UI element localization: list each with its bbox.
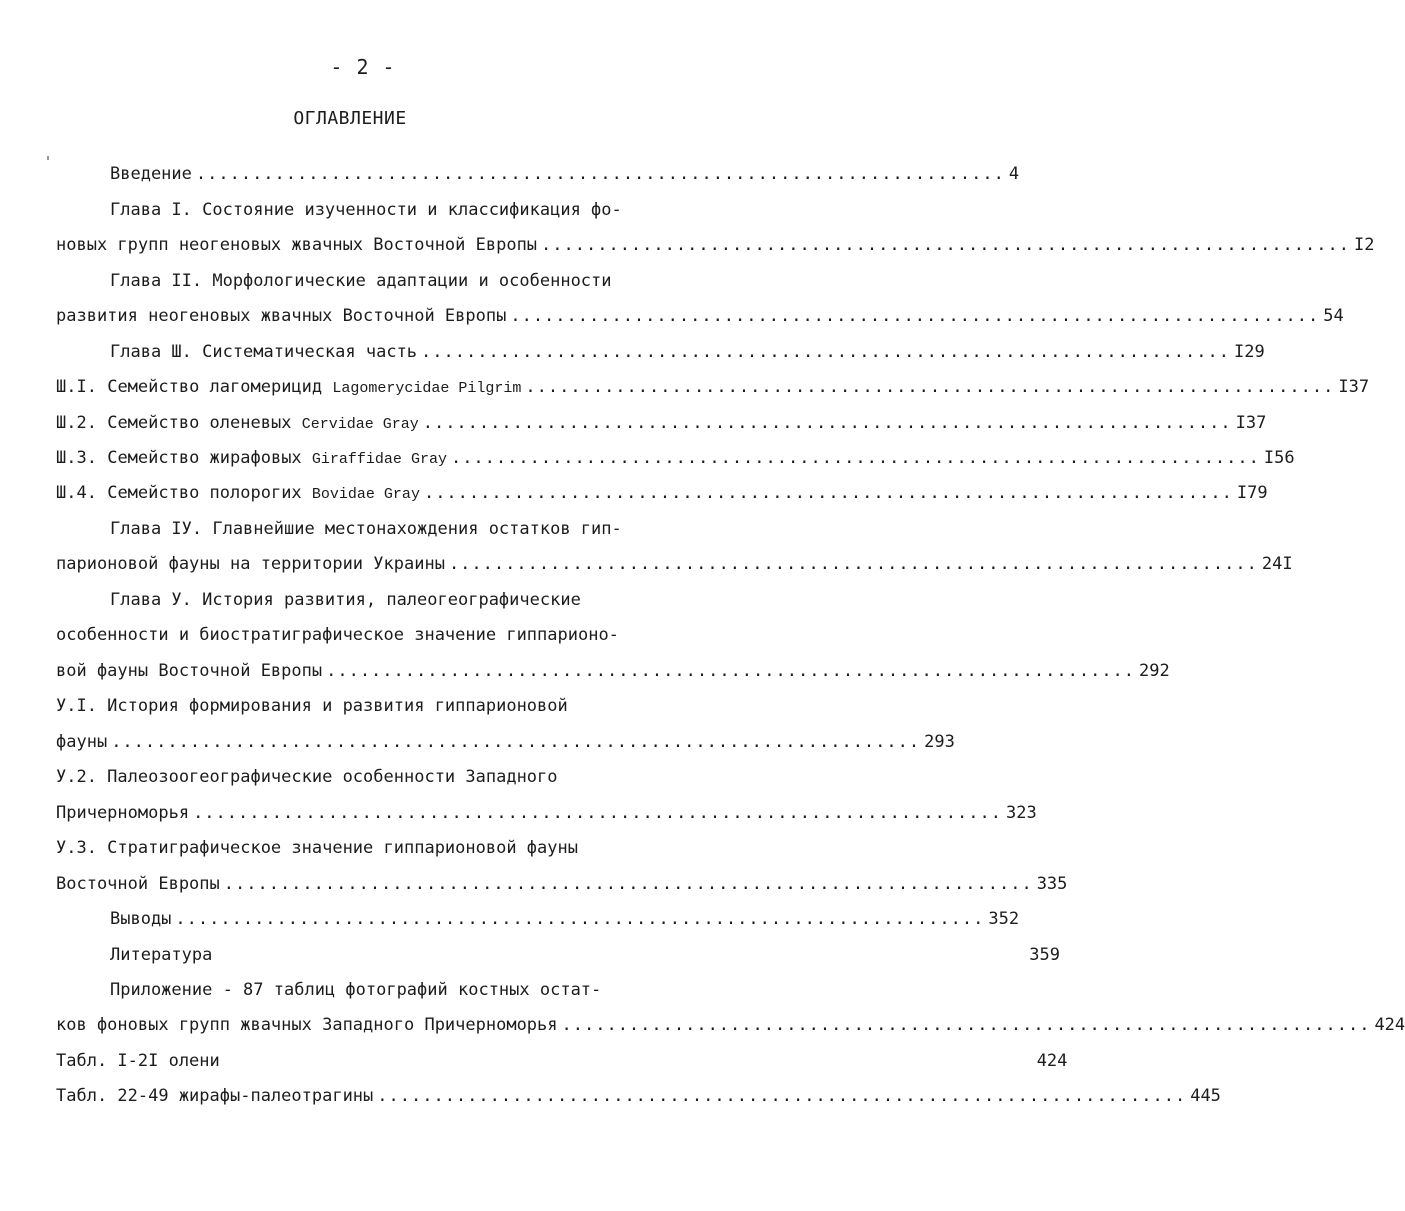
leader-dots: ........................................................................ [525, 377, 1335, 397]
leader-dots: ........................................................................ [175, 909, 985, 929]
section-title: Семейство лагомерицид [107, 377, 323, 397]
toc-entry-section-5-1-cont [56, 727, 955, 757]
section-number: Ш.I. [56, 377, 97, 397]
toc-entry-chapter-1-cont [56, 230, 1375, 260]
leader-dots: ........................................................................ [111, 732, 921, 752]
leader-dots: ........................................................................ [377, 1086, 1187, 1106]
toc-entry-section-3-2 [56, 408, 1267, 438]
toc-page-number: 335 [1036, 874, 1068, 894]
toc-entry-text: фауны [56, 732, 108, 752]
leader-dots: ........................................................................ [450, 448, 1260, 468]
toc-page-number: I56 [1263, 448, 1295, 468]
toc-entry-text [56, 408, 419, 438]
leader-dots: ........................................................................ [193, 803, 1002, 823]
leader-dots: ........................................................................ [195, 164, 1005, 184]
leader-dots: ........................................................................ [541, 235, 1350, 255]
toc-page-number: 323 [1005, 803, 1037, 823]
toc-entry-text: парионовой фауны на территории Украины [56, 554, 445, 574]
toc-page-number: I37 [1235, 413, 1267, 433]
leader-dots: ........................................................................ [561, 1015, 1371, 1035]
toc-page-number: 4 [1008, 164, 1020, 184]
latin-name: Cervidae Gray [301, 416, 419, 433]
leader-dots: ........................................................................ [421, 342, 1230, 362]
toc-entry-chapter-5-cont: особенности и биостратиграфическое значение гиппарионо- [56, 625, 619, 645]
toc-page-number: 424 [1374, 1015, 1405, 1035]
toc-page-number: 445 [1190, 1086, 1221, 1106]
toc-entry-section-5-3: У.3. Стратиграфическое значение гиппарионовой фауны [56, 838, 578, 858]
toc-entry-text: Литература [110, 945, 213, 965]
toc-entry-section-5-1: У.I. История формирования и развития гиппарионовой [56, 696, 568, 716]
section-title: Семейство оленевых [107, 413, 292, 433]
toc-entry-chapter-4: Глава IУ. Главнейшие местонахождения остатков гип- [110, 519, 622, 539]
toc-entry-section-3-3 [56, 443, 1295, 473]
toc-page-number: 359 [1029, 945, 1060, 965]
section-title: Семейство жирафовых [107, 448, 302, 468]
toc-entry-text: вой фауны Восточной Европы [56, 661, 323, 681]
toc-entry-section-3-4 [56, 478, 1268, 508]
toc-entry-chapter-1: Глава I. Состояние изученности и классификация фо- [110, 200, 622, 220]
section-number: Ш.2. [56, 413, 97, 433]
latin-name: Lagomerycidae Pilgrim [332, 380, 522, 397]
toc-page-number: 352 [988, 909, 1020, 929]
toc-entry-text: Причерноморья [56, 803, 190, 823]
toc-entry-text: Глава Ш. Систематическая часть [110, 342, 418, 362]
toc-page-number: 424 [1036, 1051, 1068, 1071]
toc-entry-table-1 [56, 1046, 1068, 1076]
latin-name: Bovidae Gray [311, 486, 420, 503]
section-number: Ш.4. [56, 483, 97, 503]
leader-dots: ........................................................................ [448, 554, 1258, 574]
toc-entry-text: Введение [110, 164, 192, 184]
toc-page-number: I29 [1233, 342, 1265, 362]
toc-page-number: 292 [1139, 661, 1170, 681]
toc-entry-table-2 [56, 1081, 1221, 1111]
toc-entry-literature [110, 940, 1060, 970]
section-number: Ш.3. [56, 448, 97, 468]
leader-dots: ........................................................................ [510, 306, 1320, 326]
toc-entry-section-5-3-cont [56, 869, 1068, 899]
leader-dots: ........................................................................ [423, 483, 1233, 503]
toc-entry-text [56, 478, 420, 508]
toc-entry-text: Восточной Европы [56, 874, 220, 894]
toc-entry-text: Табл. I-2I олени [56, 1051, 220, 1071]
toc-entry-text [56, 443, 447, 473]
toc-entry-text: развития неогеновых жвачных Восточной Европы [56, 306, 507, 326]
leader-dots: ........................................................................ [422, 413, 1232, 433]
page-number: - 2 - [330, 55, 396, 79]
toc-page-number: 54 [1323, 306, 1344, 326]
toc-page-number: 24I [1261, 554, 1293, 574]
toc-entry-appendix: Приложение - 87 таблиц фотографий костных остат- [110, 980, 602, 1000]
toc-entry-text [56, 372, 521, 402]
toc-page-number: 293 [924, 732, 955, 752]
leader-dots: ........................................................................ [326, 661, 1136, 681]
leader-dots: ........................................................................ [223, 874, 1033, 894]
toc-page-number: I37 [1338, 377, 1370, 397]
toc-entry-chapter-5-cont2 [56, 656, 1170, 686]
toc-entry-text: новых групп неогеновых жвачных Восточной Европы [56, 235, 538, 255]
toc-entry-text: Табл. 22-49 жирафы-палеотрагины [56, 1086, 374, 1106]
toc-entry-chapter-2: Глава II. Морфологические адаптации и особенности [110, 271, 612, 291]
toc-entry-chapter-3 [110, 337, 1265, 367]
toc-entry-conclusions [110, 904, 1020, 934]
toc-entry-chapter-5: Глава У. История развития, палеогеографические [110, 590, 581, 610]
toc-entry-intro [110, 159, 1020, 189]
toc-entry-chapter-2-cont [56, 301, 1344, 331]
toc-entry-chapter-4-cont [56, 549, 1293, 579]
toc-page-number: I2 [1353, 235, 1375, 255]
toc-entry-section-5-2-cont [56, 798, 1037, 828]
toc-entry-appendix-cont [56, 1010, 1405, 1040]
toc-entry-text: ков фоновых групп жвачных Западного Причерноморья [56, 1015, 558, 1035]
page-title: ОГЛАВЛЕНИЕ [293, 108, 407, 129]
toc-entry-section-5-2: У.2. Палеозоогеографические особенности Западного [56, 767, 558, 787]
latin-name: Giraffidae Gray [311, 451, 447, 468]
section-title: Семейство полорогих [107, 483, 302, 503]
scan-speck [47, 156, 49, 160]
toc-entry-text: Выводы [110, 909, 172, 929]
toc-page-number: I79 [1236, 483, 1268, 503]
toc-entry-section-3-1 [56, 372, 1370, 402]
